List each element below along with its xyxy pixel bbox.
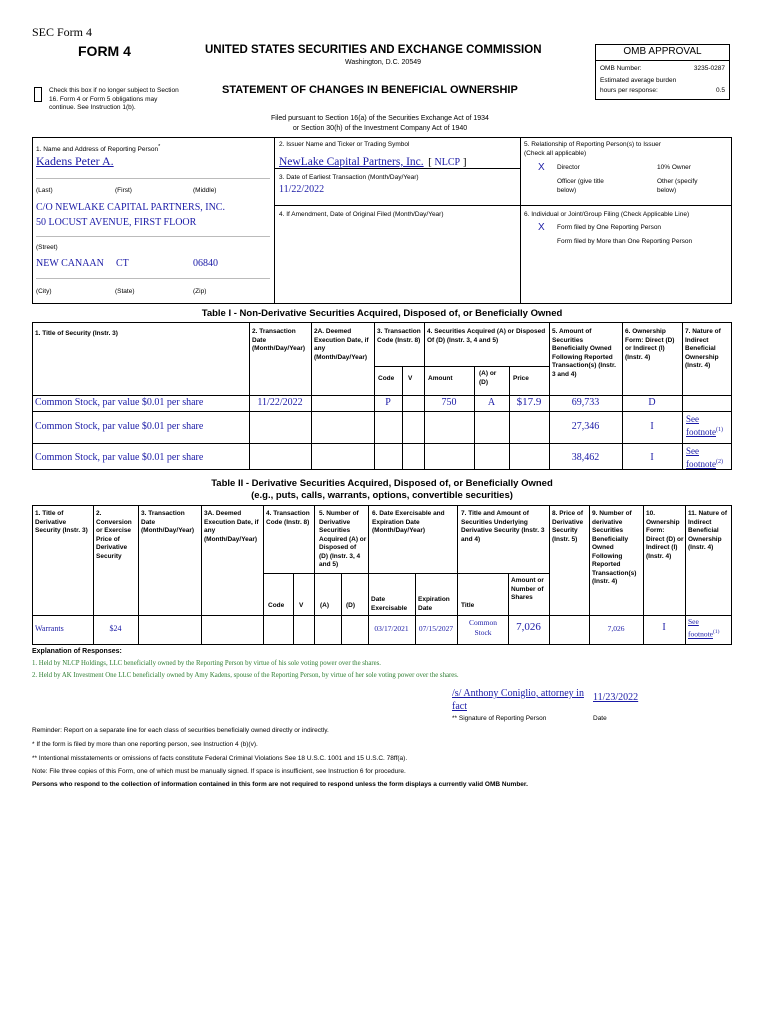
- t1-r1-amount: 750: [441, 397, 457, 408]
- t1-r1-code: P: [385, 397, 391, 408]
- table2-subtitle: (e.g., puts, calls, warrants, options, convertible securities): [251, 490, 513, 501]
- multi-person-label: Form filed by More than One Reporting Person: [557, 238, 693, 245]
- omb-hours-value: 0.5: [715, 87, 725, 94]
- table2-title: Table II - Derivative Securities Acquired, Disposed of, or Beneficially Owned: [211, 478, 553, 489]
- last-label: (Last): [36, 187, 53, 194]
- t1-h2a: 2A. Deemed Execution Date, if any (Month/Day/Year): [314, 328, 369, 361]
- t1-r3-footnote-link[interactable]: See footnote: [686, 446, 716, 469]
- t2-sub-exercisable: Date Exercisable: [371, 596, 408, 612]
- t1-h1: 1. Title of Security (Instr. 3): [35, 330, 118, 337]
- t2-h3a: 3A. Deemed Execution Date, if any (Month/Day/Year): [204, 510, 259, 543]
- agency-location: Washington, D.C. 20549: [345, 59, 422, 66]
- omb-persons-note: Persons who respond to the collection of information contained in this form are not required to respond unless the form displays a currently valid OMB Number.: [32, 781, 528, 788]
- t2-h7: 7. Title and Amount of Securities Underlying Derivative Security (Instr. 3 and 4): [461, 510, 545, 543]
- t2-sub-d: (D): [346, 602, 356, 609]
- t1-sub-ad: (A) or (D): [479, 370, 497, 386]
- reporting-person-name[interactable]: Kadens Peter A.: [36, 154, 114, 168]
- checkbox-instruction: Check this box if no longer subject to Section 16. Form 4 or Form 5 obligations may continue. See Instruction 1(b).: [49, 87, 179, 111]
- director-check[interactable]: X: [538, 162, 545, 173]
- t2-r1-form: I: [662, 622, 666, 633]
- t1-r2-nature: See footnote$^{(1)}$: [686, 414, 723, 437]
- t1-r3-nature: See footnote$^{(2)}$: [686, 446, 723, 469]
- filed-pursuant: [230, 114, 530, 133]
- box5-sub: (Check all applicable): [524, 150, 587, 157]
- t2-h6: 6. Date Exercisable and Expiration Date (Month/Day/Year): [372, 510, 445, 534]
- one-person-check[interactable]: X: [538, 222, 545, 233]
- t2-h5: 5. Number of Derivative Securities Acquired (A) or Disposed of (D) (Instr. 3, 4 and 5): [319, 510, 367, 568]
- t2-r1-footnote-link[interactable]: See footnote: [688, 617, 713, 639]
- footnote-2: 2. Held by AK Investment One LLC beneficially owned by Amy Kadens, spouse of the Reporting Person, by virtue of her sole voting power over the shares.: [32, 672, 459, 679]
- reminder-note: Reminder: Report on a separate line for each class of securities beneficially owned directly or indirectly.: [32, 727, 329, 734]
- director-label: Director: [557, 164, 580, 171]
- filed-line-1: Filed pursuant to Section 16(a) of the Securities Exchange Act of 1934: [271, 115, 489, 122]
- t1-sub-v: V: [408, 375, 413, 382]
- t2-r1-exercisable: 03/17/2021: [374, 624, 409, 633]
- issuer-ticker: NLCP: [434, 157, 461, 168]
- t1-sub-amount: Amount: [428, 375, 453, 382]
- city-label: (City): [36, 288, 52, 295]
- omb-number-value: 3235-0287: [693, 65, 725, 72]
- t2-r1-price: $24: [109, 624, 122, 633]
- t1-r1-owned: 69,733: [571, 397, 600, 408]
- t1-r2-form: I: [650, 421, 654, 432]
- signature-name: /s/ Anthony Coniglio, attorney in fact: [452, 688, 584, 712]
- date-label: Date: [593, 715, 607, 722]
- t1-h3: 3. Transaction Code (Instr. 8): [377, 328, 421, 344]
- t2-h2: 2. Conversion or Exercise Price of Derivative Security: [96, 510, 132, 560]
- t1-r1-date: 11/22/2022: [257, 397, 303, 408]
- t2-sub-code: Code: [268, 602, 285, 609]
- t2-h3: 3. Transaction Date (Month/Day/Year): [141, 510, 195, 534]
- star-note: * If the form is filed by more than one reporting person, see Instruction 4 (b)(v).: [32, 741, 258, 748]
- box2-label: 2. Issuer Name and Ticker or Trading Symbol: [279, 141, 410, 148]
- table1-title: Table I - Non-Derivative Securities Acquired, Disposed of, or Beneficially Owned: [201, 308, 563, 319]
- t1-r3-form: I: [650, 452, 654, 463]
- issuer-name-row: NewLake Capital Partners, Inc. [ NLCP ]: [279, 156, 467, 168]
- box5-label: 5. Relationship of Reporting Person(s) to Issuer: [524, 141, 661, 148]
- table2-title-block: [32, 478, 732, 502]
- t2-h1: 1. Title of Derivative Security (Instr. 3): [35, 510, 88, 534]
- omb-hours-label: hours per response:: [600, 87, 658, 94]
- t1-sub-price: Price: [513, 375, 529, 382]
- statement-title: STATEMENT OF CHANGES IN BENEFICIAL OWNERSHIP: [222, 84, 518, 96]
- t2-h9: 9. Number of derivative Securities Beneficially Owned Following Reported Transaction(s) (Instr. 4): [592, 510, 637, 585]
- t2-sub-v: V: [299, 602, 304, 609]
- state-label: (State): [115, 288, 135, 295]
- agency-title: UNITED STATES SECURITIES AND EXCHANGE COMMISSION: [205, 44, 542, 56]
- t2-r1-shares: 7,026: [516, 621, 541, 633]
- omb-burden-label: Estimated average burden: [600, 77, 677, 84]
- t2-r1-underlying: Common Stock: [469, 618, 497, 637]
- signature-label: ** Signature of Reporting Person: [452, 715, 547, 722]
- box4-label: 4. If Amendment, Date of Original Filed (Month/Day/Year): [279, 211, 444, 218]
- t2-r1-nature: See footnote$^{(1)}$: [688, 617, 720, 639]
- t2-sub-title: Title: [461, 602, 475, 609]
- middle-label: (Middle): [193, 187, 217, 194]
- t1-r2-footnote-link[interactable]: See footnote: [686, 414, 716, 437]
- omb-number-label: OMB Number:: [600, 65, 642, 72]
- address-line-1: C/O NEWLAKE CAPITAL PARTNERS, INC.: [36, 202, 225, 213]
- double-star-note: ** Intentional misstatements or omissions of facts constitute Federal Criminal Violations See 18 U.S.C. 1001 and 15 U.S.C. 78ff(a).: [32, 755, 408, 762]
- address-line-2: 50 LOCUST AVENUE, FIRST FLOOR: [36, 217, 197, 228]
- zip-label: (Zip): [193, 288, 207, 295]
- t2-h8: 8. Price of Derivative Security (Instr. 5): [552, 510, 584, 543]
- t2-sub-amount: Amount or Number of Shares: [511, 577, 544, 601]
- box6-label: 6. Individual or Joint/Group Filing (Check Applicable Line): [524, 211, 690, 218]
- first-label: (First): [115, 187, 132, 194]
- t1-sub-code: Code: [378, 375, 395, 382]
- footnote-1: 1. Held by NLCP Holdings, LLC beneficially owned by the Reporting Person by virtue of his sole voting power over the shares.: [32, 660, 381, 667]
- t1-h5: 5. Amount of Securities Beneficially Owned Following Reported Transaction(s) (Instr. 3 and 4): [552, 328, 616, 378]
- signature-date: 11/23/2022: [593, 692, 639, 703]
- box1-label: 1. Name and Address of Reporting Person*: [36, 144, 161, 154]
- file-copies-note: Note: File three copies of this Form, one of which must be manually signed. If space is insufficient, see Instruction 6 for procedure.: [32, 768, 406, 775]
- t2-sub-expiration: Expiration Date: [418, 596, 450, 612]
- t1-r2-owned: 27,346: [571, 421, 600, 432]
- t1-r3-title: Common Stock, par value $0.01 per share: [35, 452, 204, 463]
- box3-label: 3. Date of Earliest Transaction (Month/Day/Year): [279, 174, 419, 181]
- earliest-transaction-date: 11/22/2022: [279, 184, 325, 195]
- state-value: CT: [116, 258, 129, 269]
- explanation-title: Explanation of Responses:: [32, 648, 122, 655]
- t1-h4: 4. Securities Acquired (A) or Disposed Of (D) (Instr. 3, 4 and 5): [427, 328, 546, 344]
- t1-r1-ad: A: [487, 397, 496, 408]
- t2-h11: 11. Nature of Indirect Beneficial Ownership (Instr. 4): [688, 510, 728, 551]
- t1-h7: 7. Nature of Indirect Beneficial Ownership (Instr. 4): [685, 328, 721, 369]
- ten-pct-owner-label: 10% Owner: [657, 164, 691, 171]
- t2-h10: 10. Ownership Form: Direct (D) or Indirect (I) (Instr. 4): [646, 510, 684, 560]
- omb-title: OMB APPROVAL: [596, 46, 729, 61]
- t1-r2-title: Common Stock, par value $0.01 per share: [35, 421, 204, 432]
- t2-r1-title: Warrants: [35, 624, 64, 633]
- t1-r3-owned: 38,462: [571, 452, 600, 463]
- filed-line-2: or Section 30(h) of the Investment Company Act of 1940: [292, 124, 468, 132]
- issuer-name[interactable]: NewLake Capital Partners, Inc.: [279, 156, 424, 168]
- street-label: (Street): [36, 244, 58, 251]
- t1-h6: 6. Ownership Form: Direct (D) or Indirect (I) (Instr. 4): [625, 328, 675, 361]
- t2-h4: 4. Transaction Code (Instr. 8): [266, 510, 310, 526]
- no-longer-subject-checkbox[interactable]: [34, 87, 42, 102]
- t2-r1-expiration: 07/15/2027: [418, 624, 454, 633]
- other-label: Other (specify below): [657, 178, 698, 194]
- form-type-label: SEC Form 4: [32, 25, 93, 39]
- zip-value: 06840: [193, 258, 218, 269]
- t1-r1-form: D: [648, 397, 656, 408]
- t2-sub-a: (A): [320, 602, 330, 609]
- city-value: NEW CANAAN: [36, 258, 104, 269]
- omb-approval-box: [595, 44, 730, 100]
- form-name: FORM 4: [78, 43, 131, 59]
- t1-r1-price: $17.9: [516, 396, 542, 408]
- t1-h2: 2. Transaction Date (Month/Day/Year): [252, 328, 306, 352]
- t1-r1-title: Common Stock, par value $0.01 per share: [35, 397, 204, 408]
- t2-r1-owned: 7,026: [607, 624, 625, 633]
- officer-label: Officer (give title below): [557, 178, 604, 194]
- one-person-label: Form filed by One Reporting Person: [557, 224, 662, 231]
